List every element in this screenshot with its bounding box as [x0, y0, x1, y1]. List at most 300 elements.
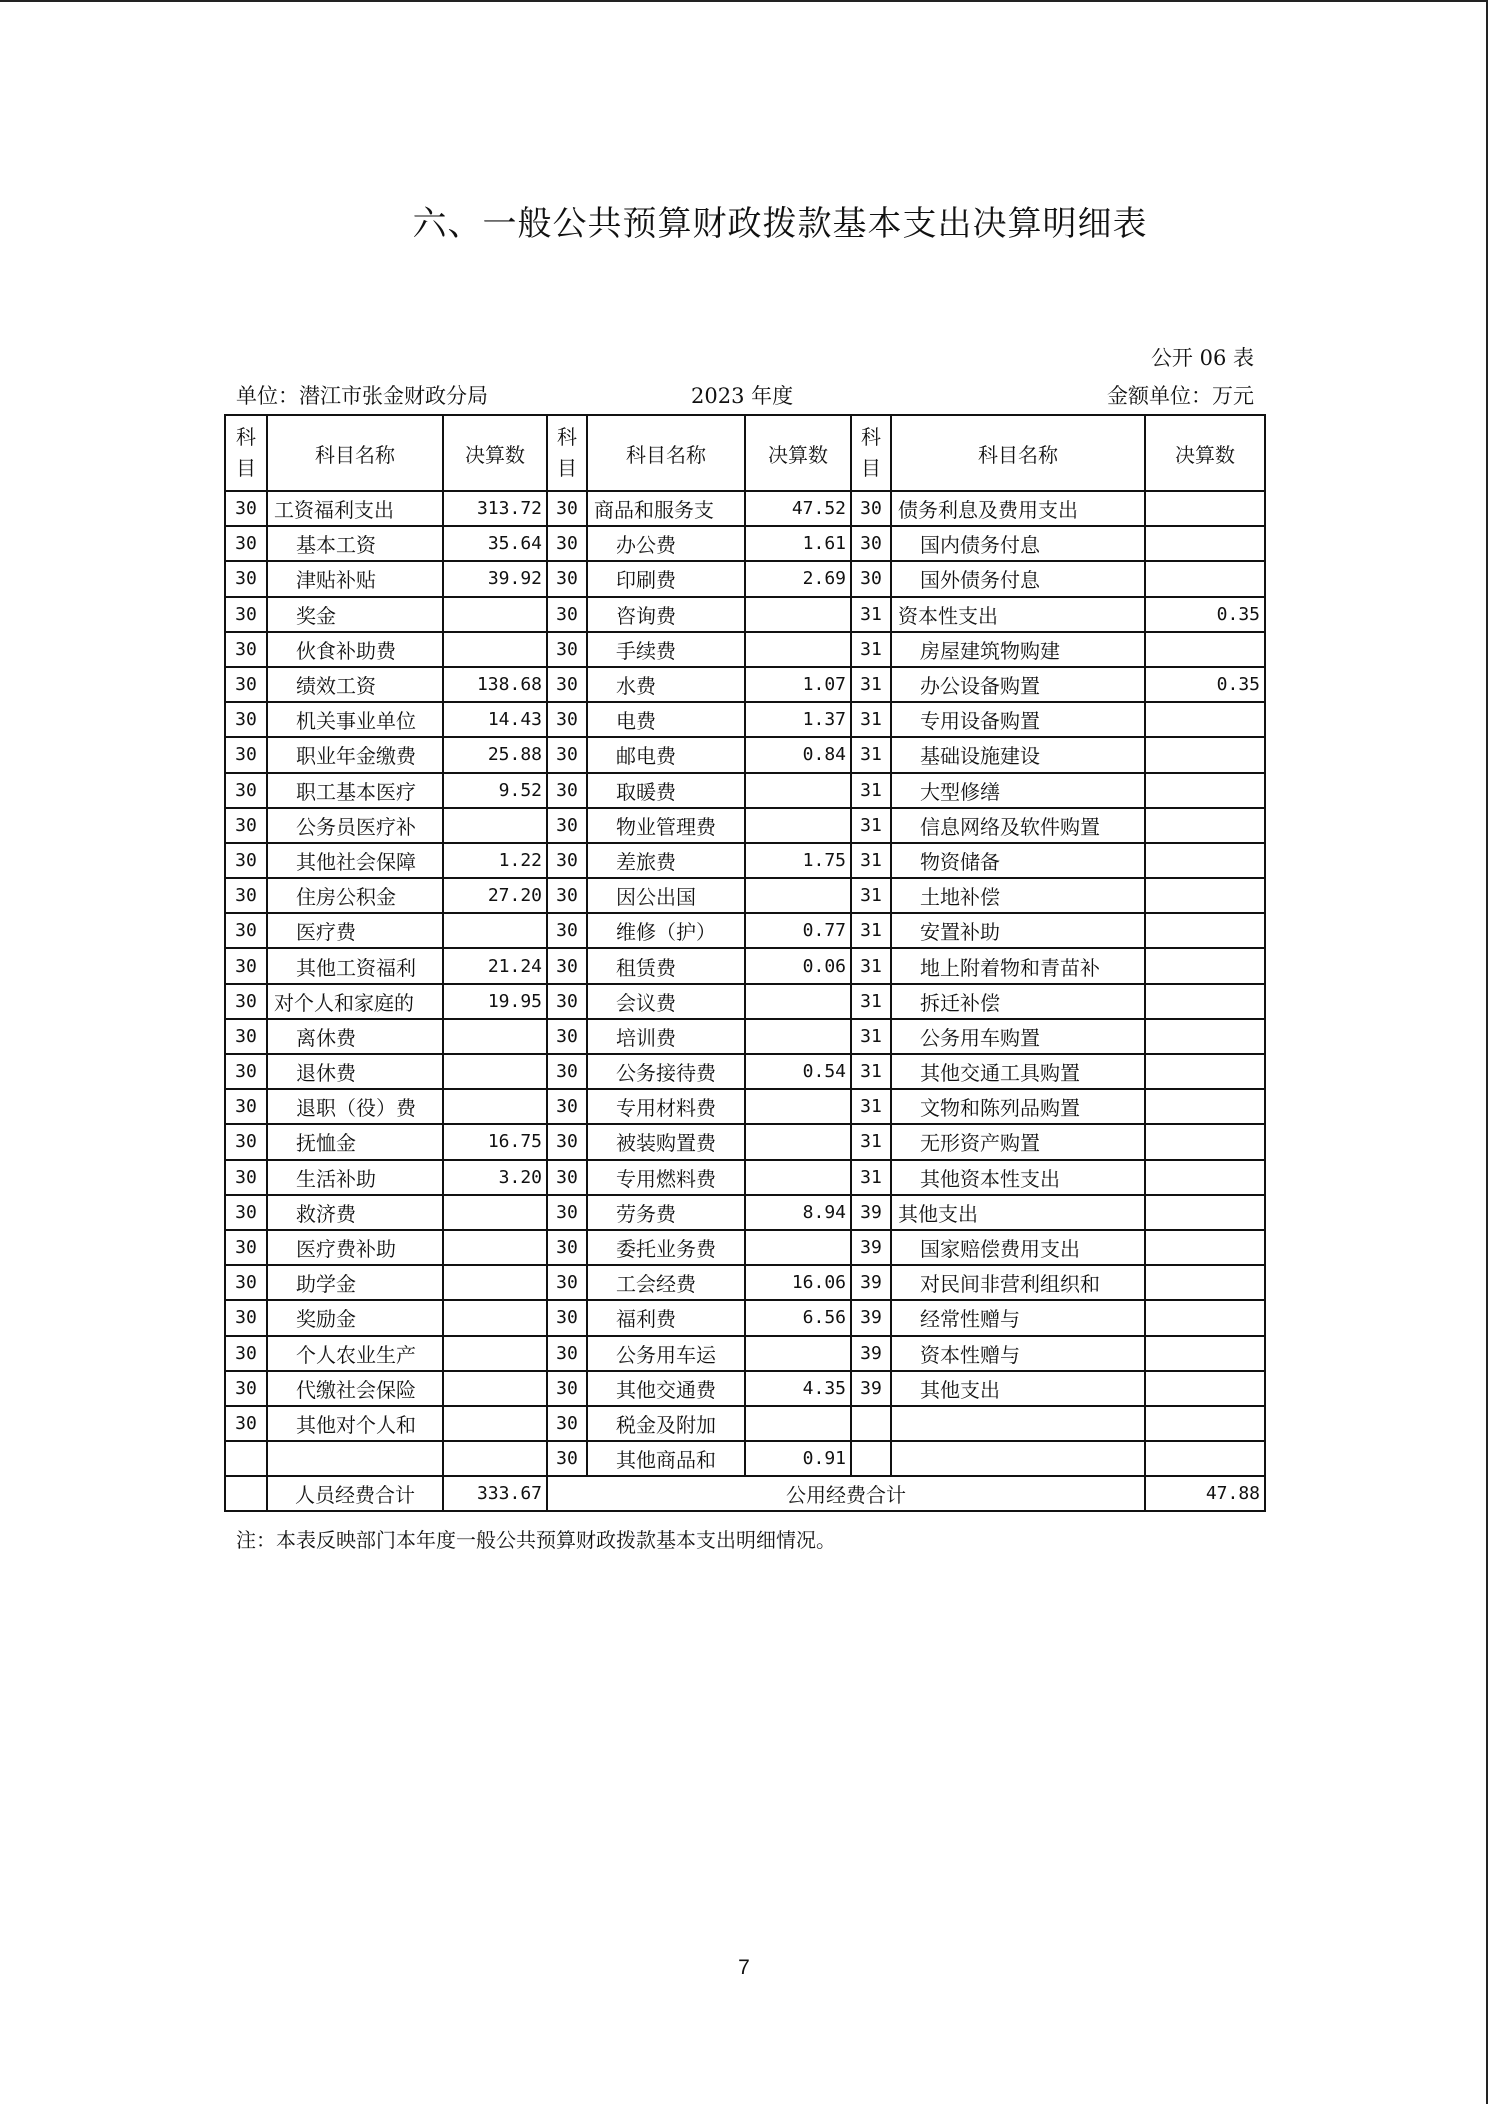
subject-name: 生活补助 — [267, 1160, 443, 1195]
subject-name: 公务接待费 — [587, 1054, 745, 1089]
subject-name: 差旅费 — [587, 843, 745, 878]
settlement-amount — [1145, 948, 1265, 983]
subject-name: 取暖费 — [587, 773, 745, 808]
subject-name: 代缴社会保险 — [267, 1371, 443, 1406]
subject-code: 30 — [225, 667, 267, 702]
subject-name: 职工基本医疗 — [267, 773, 443, 808]
subject-code: 30 — [225, 1336, 267, 1371]
subject-name: 拆迁补偿 — [891, 984, 1145, 1019]
subject-code: 30 — [547, 526, 587, 561]
settlement-amount — [745, 1336, 851, 1371]
subject-code: 39 — [851, 1265, 891, 1300]
settlement-amount: 1.61 — [745, 526, 851, 561]
subject-name: 退职（役）费 — [267, 1089, 443, 1124]
subject-name: 基础设施建设 — [891, 737, 1145, 772]
subject-code: 31 — [851, 948, 891, 983]
header-code-3 — [851, 415, 891, 491]
table-row — [225, 843, 1265, 878]
subject-name: 物资储备 — [891, 843, 1145, 878]
subject-name: 委托业务费 — [587, 1230, 745, 1265]
settlement-amount — [1145, 1195, 1265, 1230]
table-row — [225, 1300, 1265, 1335]
subject-code: 31 — [851, 984, 891, 1019]
subject-code: 31 — [851, 1054, 891, 1089]
settlement-amount: 21.24 — [443, 948, 547, 983]
subject-code: 30 — [225, 1300, 267, 1335]
settlement-amount — [1145, 913, 1265, 948]
totals-spacer — [225, 1476, 267, 1511]
settlement-amount: 8.94 — [745, 1195, 851, 1230]
settlement-amount — [443, 1265, 547, 1300]
subject-code: 30 — [547, 1195, 587, 1230]
subject-code: 39 — [851, 1230, 891, 1265]
header-name-3: 科目名称 — [891, 415, 1145, 491]
subject-code: 31 — [851, 1124, 891, 1159]
subject-name — [267, 1441, 443, 1476]
header-name-2: 科目名称 — [587, 415, 745, 491]
subject-name: 邮电费 — [587, 737, 745, 772]
subject-code: 30 — [547, 843, 587, 878]
subject-code: 31 — [851, 737, 891, 772]
subject-name: 土地补偿 — [891, 878, 1145, 913]
subject-code: 30 — [547, 948, 587, 983]
subject-code: 39 — [851, 1336, 891, 1371]
subject-code: 30 — [851, 561, 891, 596]
subject-name: 离休费 — [267, 1019, 443, 1054]
subject-name: 被装购置费 — [587, 1124, 745, 1159]
table-body — [225, 415, 1265, 1476]
subject-code: 30 — [547, 1441, 587, 1476]
header-amount-1: 决算数 — [443, 415, 547, 491]
settlement-amount — [443, 1336, 547, 1371]
page-number: 7 — [738, 1956, 750, 1979]
subject-name: 其他资本性支出 — [891, 1160, 1145, 1195]
subject-name: 工资福利支出 — [267, 491, 443, 526]
settlement-amount — [443, 1230, 547, 1265]
subject-name: 福利费 — [587, 1300, 745, 1335]
settlement-amount — [1145, 1336, 1265, 1371]
subject-name: 其他支出 — [891, 1371, 1145, 1406]
subject-code: 30 — [547, 1124, 587, 1159]
settlement-amount — [1145, 773, 1265, 808]
settlement-amount: 3.20 — [443, 1160, 547, 1195]
subject-name: 奖金 — [267, 597, 443, 632]
subject-code: 31 — [851, 808, 891, 843]
settlement-amount — [443, 913, 547, 948]
header-row — [225, 415, 1265, 491]
settlement-amount: 47.52 — [745, 491, 851, 526]
settlement-amount — [1145, 1265, 1265, 1300]
subject-name: 咨询费 — [587, 597, 745, 632]
subject-name: 基本工资 — [267, 526, 443, 561]
table-row — [225, 1195, 1265, 1230]
settlement-amount: 0.91 — [745, 1441, 851, 1476]
subject-code: 30 — [225, 878, 267, 913]
subject-name: 救济费 — [267, 1195, 443, 1230]
settlement-amount — [443, 1441, 547, 1476]
subject-code: 30 — [225, 1195, 267, 1230]
subject-name: 经常性赠与 — [891, 1300, 1145, 1335]
subject-code: 30 — [851, 491, 891, 526]
table-row — [225, 1230, 1265, 1265]
subject-code: 30 — [225, 737, 267, 772]
subject-code: 30 — [225, 1160, 267, 1195]
subject-code — [851, 1406, 891, 1441]
settlement-amount — [443, 1019, 547, 1054]
subject-name — [891, 1406, 1145, 1441]
subject-name: 其他交通费 — [587, 1371, 745, 1406]
settlement-amount: 16.75 — [443, 1124, 547, 1159]
table-row — [225, 1336, 1265, 1371]
settlement-amount — [745, 1019, 851, 1054]
subject-code: 30 — [547, 1089, 587, 1124]
settlement-amount — [1145, 1230, 1265, 1265]
settlement-amount — [443, 1406, 547, 1441]
settlement-amount — [1145, 1441, 1265, 1476]
table-row — [225, 948, 1265, 983]
subject-name: 个人农业生产 — [267, 1336, 443, 1371]
table-row — [225, 1089, 1265, 1124]
settlement-amount — [443, 597, 547, 632]
subject-name: 印刷费 — [587, 561, 745, 596]
subject-name: 信息网络及软件购置 — [891, 808, 1145, 843]
subject-name: 其他商品和 — [587, 1441, 745, 1476]
subject-code: 30 — [225, 1089, 267, 1124]
table-row — [225, 1371, 1265, 1406]
subject-code: 31 — [851, 1160, 891, 1195]
settlement-amount: 16.06 — [745, 1265, 851, 1300]
settlement-amount — [1145, 1300, 1265, 1335]
settlement-amount: 14.43 — [443, 702, 547, 737]
settlement-amount: 25.88 — [443, 737, 547, 772]
table-row — [225, 526, 1265, 561]
page-top-border — [0, 0, 1488, 2]
subject-name: 津贴补贴 — [267, 561, 443, 596]
settlement-amount: 138.68 — [443, 667, 547, 702]
subject-code: 30 — [547, 913, 587, 948]
settlement-amount — [745, 1230, 851, 1265]
settlement-amount — [745, 984, 851, 1019]
settlement-amount: 4.35 — [745, 1371, 851, 1406]
settlement-amount — [1145, 1019, 1265, 1054]
subject-name: 其他工资福利 — [267, 948, 443, 983]
table-row — [225, 737, 1265, 772]
settlement-amount — [745, 597, 851, 632]
subject-code: 30 — [225, 1124, 267, 1159]
subject-name: 安置补助 — [891, 913, 1145, 948]
subject-code: 30 — [547, 878, 587, 913]
subject-name: 医疗费补助 — [267, 1230, 443, 1265]
settlement-amount — [1145, 632, 1265, 667]
subject-code: 31 — [851, 773, 891, 808]
settlement-amount: 1.75 — [745, 843, 851, 878]
subject-name: 资本性支出 — [891, 597, 1145, 632]
subject-code: 39 — [851, 1371, 891, 1406]
settlement-amount: 1.37 — [745, 702, 851, 737]
subject-name: 专用材料费 — [587, 1089, 745, 1124]
settlement-amount — [745, 1124, 851, 1159]
subject-name: 抚恤金 — [267, 1124, 443, 1159]
subject-name: 办公费 — [587, 526, 745, 561]
subject-code: 30 — [225, 1054, 267, 1089]
subject-code: 30 — [547, 1336, 587, 1371]
personnel-total-label: 人员经费合计 — [267, 1476, 443, 1511]
subject-code: 30 — [225, 1230, 267, 1265]
subject-code: 30 — [225, 1019, 267, 1054]
settlement-amount — [745, 808, 851, 843]
settlement-amount — [745, 1089, 851, 1124]
header-code-2 — [547, 415, 587, 491]
table-row — [225, 1406, 1265, 1441]
subject-code: 30 — [225, 491, 267, 526]
meta-row — [236, 380, 1254, 410]
subject-code: 30 — [547, 1160, 587, 1195]
subject-code: 31 — [851, 667, 891, 702]
settlement-amount: 2.69 — [745, 561, 851, 596]
subject-name: 国外债务付息 — [891, 561, 1145, 596]
subject-name: 国家赔偿费用支出 — [891, 1230, 1145, 1265]
subject-code: 30 — [225, 632, 267, 667]
settlement-amount — [443, 1371, 547, 1406]
subject-name: 助学金 — [267, 1265, 443, 1300]
public-total-label: 公用经费合计 — [547, 1476, 1145, 1511]
subject-code: 30 — [851, 526, 891, 561]
subject-code: 30 — [225, 808, 267, 843]
subject-name: 国内债务付息 — [891, 526, 1145, 561]
header-code-text: 科目 — [861, 425, 881, 480]
subject-name: 大型修缮 — [891, 773, 1145, 808]
subject-code: 30 — [547, 632, 587, 667]
settlement-amount — [745, 878, 851, 913]
subject-code: 30 — [547, 1300, 587, 1335]
table-row — [225, 808, 1265, 843]
settlement-amount: 1.22 — [443, 843, 547, 878]
settlement-amount: 1.07 — [745, 667, 851, 702]
settlement-amount — [443, 1054, 547, 1089]
page-title: 六、一般公共预算财政拨款基本支出决算明细表 — [412, 204, 1148, 244]
subject-name: 对个人和家庭的 — [267, 984, 443, 1019]
totals-row — [225, 1476, 1265, 1511]
subject-code: 30 — [225, 702, 267, 737]
subject-code: 30 — [225, 913, 267, 948]
subject-name: 公务员医疗补 — [267, 808, 443, 843]
settlement-amount: 0.35 — [1145, 597, 1265, 632]
settlement-amount: 0.77 — [745, 913, 851, 948]
subject-code: 31 — [851, 878, 891, 913]
settlement-amount — [745, 1406, 851, 1441]
expenditure-table — [224, 414, 1266, 1512]
subject-name: 房屋建筑物购建 — [891, 632, 1145, 667]
settlement-amount — [745, 1160, 851, 1195]
settlement-amount — [1145, 702, 1265, 737]
subject-code: 31 — [851, 702, 891, 737]
settlement-amount: 39.92 — [443, 561, 547, 596]
subject-name: 公务用车购置 — [891, 1019, 1145, 1054]
subject-name: 水费 — [587, 667, 745, 702]
subject-code: 30 — [547, 1054, 587, 1089]
header-amount-2: 决算数 — [745, 415, 851, 491]
subject-name: 因公出国 — [587, 878, 745, 913]
table-row — [225, 1265, 1265, 1300]
subject-name: 税金及附加 — [587, 1406, 745, 1441]
settlement-amount: 0.35 — [1145, 667, 1265, 702]
subject-name: 无形资产购置 — [891, 1124, 1145, 1159]
subject-code: 30 — [547, 561, 587, 596]
table-row — [225, 561, 1265, 596]
subject-code: 30 — [547, 737, 587, 772]
settlement-amount — [443, 1195, 547, 1230]
subject-name: 机关事业单位 — [267, 702, 443, 737]
subject-code: 30 — [225, 1371, 267, 1406]
subject-code: 30 — [225, 1265, 267, 1300]
settlement-amount — [1145, 808, 1265, 843]
header-code-text: 科目 — [236, 425, 256, 480]
table-row — [225, 913, 1265, 948]
subject-code: 31 — [851, 632, 891, 667]
subject-name: 医疗费 — [267, 913, 443, 948]
subject-code: 39 — [851, 1300, 891, 1335]
subject-name — [891, 1441, 1145, 1476]
table-row — [225, 491, 1265, 526]
subject-name: 劳务费 — [587, 1195, 745, 1230]
settlement-amount — [443, 808, 547, 843]
subject-name: 地上附着物和青苗补 — [891, 948, 1145, 983]
subject-name: 对民间非营利组织和 — [891, 1265, 1145, 1300]
header-code-1 — [225, 415, 267, 491]
table-row — [225, 984, 1265, 1019]
settlement-amount: 35.64 — [443, 526, 547, 561]
subject-code — [225, 1441, 267, 1476]
table-row — [225, 667, 1265, 702]
subject-name: 奖励金 — [267, 1300, 443, 1335]
subject-name: 住房公积金 — [267, 878, 443, 913]
subject-name: 专用设备购置 — [891, 702, 1145, 737]
subject-name: 工会经费 — [587, 1265, 745, 1300]
settlement-amount — [1145, 1124, 1265, 1159]
subject-name: 电费 — [587, 702, 745, 737]
subject-code: 30 — [547, 773, 587, 808]
subject-name: 维修（护） — [587, 913, 745, 948]
table-row — [225, 597, 1265, 632]
subject-code: 30 — [225, 948, 267, 983]
subject-name: 公务用车运 — [587, 1336, 745, 1371]
settlement-amount — [1145, 1089, 1265, 1124]
settlement-amount: 6.56 — [745, 1300, 851, 1335]
settlement-amount — [1145, 491, 1265, 526]
subject-name: 绩效工资 — [267, 667, 443, 702]
table-row — [225, 1160, 1265, 1195]
subject-name: 其他交通工具购置 — [891, 1054, 1145, 1089]
subject-name: 培训费 — [587, 1019, 745, 1054]
header-code-text: 科目 — [557, 425, 577, 480]
settlement-amount — [1145, 526, 1265, 561]
subject-code: 30 — [225, 984, 267, 1019]
subject-name: 会议费 — [587, 984, 745, 1019]
subject-name: 债务利息及费用支出 — [891, 491, 1145, 526]
settlement-amount: 0.84 — [745, 737, 851, 772]
table-id: 公开 06 表 — [1150, 346, 1254, 370]
settlement-amount — [1145, 984, 1265, 1019]
settlement-amount — [745, 773, 851, 808]
settlement-amount: 0.54 — [745, 1054, 851, 1089]
subject-name: 资本性赠与 — [891, 1336, 1145, 1371]
subject-name: 其他社会保障 — [267, 843, 443, 878]
subject-code: 39 — [851, 1195, 891, 1230]
subject-code: 30 — [225, 561, 267, 596]
subject-code: 31 — [851, 913, 891, 948]
settlement-amount — [745, 632, 851, 667]
subject-name: 其他支出 — [891, 1195, 1145, 1230]
subject-code: 30 — [225, 526, 267, 561]
subject-name: 商品和服务支 — [587, 491, 745, 526]
public-total-amount: 47.88 — [1145, 1476, 1265, 1511]
table-row — [225, 1441, 1265, 1476]
subject-name: 其他对个人和 — [267, 1406, 443, 1441]
settlement-amount: 19.95 — [443, 984, 547, 1019]
subject-code: 30 — [547, 1019, 587, 1054]
subject-code: 30 — [547, 1230, 587, 1265]
subject-name: 职业年金缴费 — [267, 737, 443, 772]
subject-code: 30 — [547, 597, 587, 632]
settlement-amount — [1145, 1406, 1265, 1441]
subject-name: 手续费 — [587, 632, 745, 667]
subject-code: 30 — [547, 808, 587, 843]
settlement-amount: 9.52 — [443, 773, 547, 808]
table-row — [225, 1124, 1265, 1159]
settlement-amount: 27.20 — [443, 878, 547, 913]
settlement-amount — [1145, 1371, 1265, 1406]
subject-code: 31 — [851, 597, 891, 632]
subject-name: 专用燃料费 — [587, 1160, 745, 1195]
subject-code: 31 — [851, 843, 891, 878]
subject-code: 30 — [547, 984, 587, 1019]
settlement-amount: 313.72 — [443, 491, 547, 526]
unit-label: 单位：潜江市张金财政分局 — [236, 384, 488, 408]
year-label: 2023 年度 — [691, 384, 794, 408]
subject-code — [851, 1441, 891, 1476]
settlement-amount — [1145, 1160, 1265, 1195]
header-amount-3: 决算数 — [1145, 415, 1265, 491]
settlement-amount — [443, 632, 547, 667]
table-note: 注：本表反映部门本年度一般公共预算财政拨款基本支出明细情况。 — [236, 1528, 836, 1552]
currency-label: 金额单位：万元 — [1107, 384, 1254, 408]
subject-code: 30 — [547, 1406, 587, 1441]
settlement-amount — [1145, 737, 1265, 772]
subject-code: 30 — [547, 667, 587, 702]
subject-code: 30 — [225, 843, 267, 878]
settlement-amount — [443, 1300, 547, 1335]
subject-name: 退休费 — [267, 1054, 443, 1089]
subject-code: 31 — [851, 1089, 891, 1124]
settlement-amount — [1145, 1054, 1265, 1089]
settlement-amount — [443, 1089, 547, 1124]
subject-code: 30 — [225, 1406, 267, 1441]
settlement-amount — [1145, 561, 1265, 596]
subject-name: 办公设备购置 — [891, 667, 1145, 702]
subject-name: 文物和陈列品购置 — [891, 1089, 1145, 1124]
subject-name: 租赁费 — [587, 948, 745, 983]
personnel-total-amount: 333.67 — [443, 1476, 547, 1511]
subject-name: 物业管理费 — [587, 808, 745, 843]
header-name-1: 科目名称 — [267, 415, 443, 491]
subject-code: 30 — [547, 702, 587, 737]
settlement-amount — [1145, 878, 1265, 913]
subject-code: 30 — [547, 491, 587, 526]
table-row — [225, 1054, 1265, 1089]
settlement-amount — [1145, 843, 1265, 878]
table-row — [225, 773, 1265, 808]
subject-code: 30 — [225, 597, 267, 632]
